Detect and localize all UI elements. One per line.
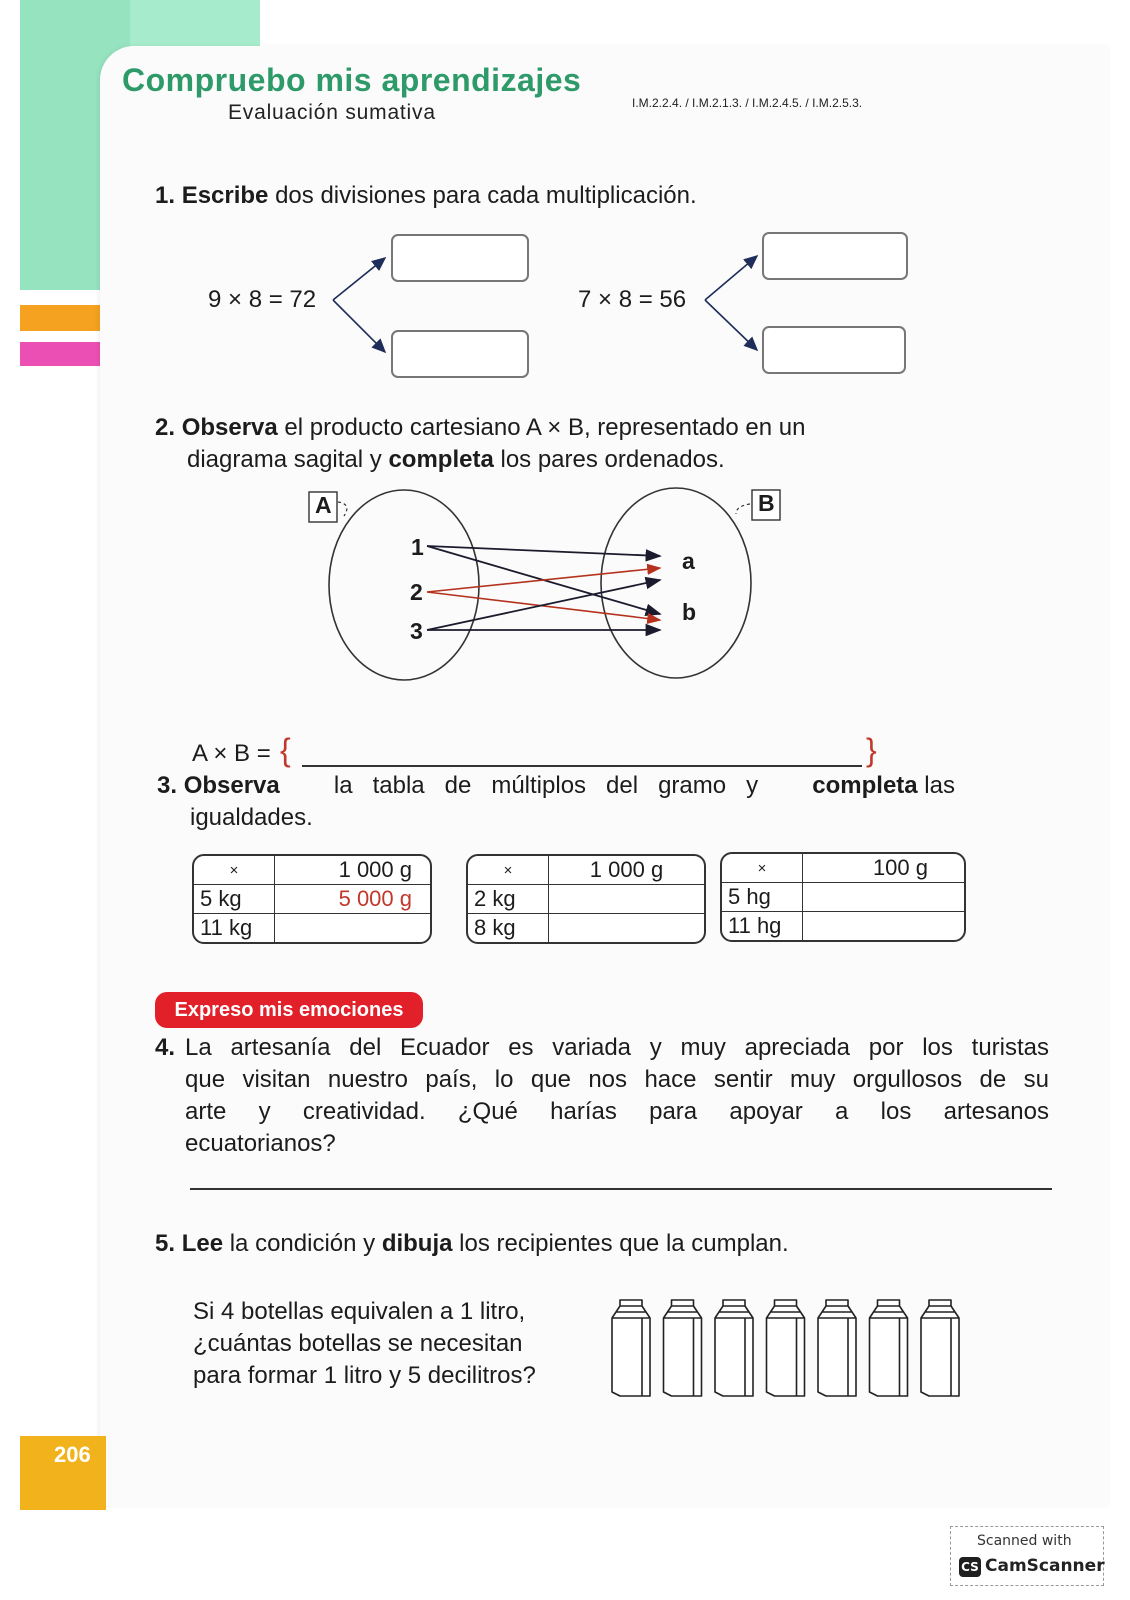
sagittal-diagram — [0, 0, 1130, 720]
set-b-label: B — [758, 490, 775, 516]
set-a-element-1: 1 — [411, 534, 424, 560]
page-number: 206 — [54, 1442, 91, 1467]
set-b-element-a: a — [682, 548, 695, 574]
table-3-header-times: × — [722, 854, 803, 883]
question-5-verb-dibuja: dibuja — [381, 1230, 453, 1257]
set-a-element-2: 2 — [410, 579, 423, 605]
set-a-label: A — [315, 492, 332, 518]
question-3-verb-observa: Observa — [183, 772, 280, 799]
multiples-table-1 — [192, 854, 432, 944]
section-title: Compruebo mis aprendizajes — [122, 62, 582, 98]
table-3-row-2-factor: 11 hg — [722, 912, 803, 940]
question-3-prompt — [157, 770, 957, 834]
table-2-row-2-answer[interactable] — [549, 914, 704, 942]
table-3-header-unit: 100 g — [803, 854, 964, 883]
camscanner-watermark — [950, 1526, 1104, 1586]
set-b-ellipse — [601, 488, 751, 678]
arrow-1-a — [427, 546, 660, 556]
table-1-header-unit: 1 000 g — [275, 856, 430, 885]
cartesian-product-label: A × B = — [192, 740, 271, 767]
set-a-element-3: 3 — [410, 618, 423, 644]
question-5-problem — [193, 1296, 536, 1392]
milk-carton-icon — [921, 1300, 959, 1396]
camscanner-logo-icon: CS — [959, 1557, 981, 1577]
table-3-row-2-answer[interactable] — [803, 912, 964, 940]
arrow-3-a — [427, 580, 660, 630]
question-4-number: 4. — [155, 1034, 176, 1061]
question-5-number: 5. — [155, 1230, 176, 1257]
table-2-row-2-factor: 8 kg — [468, 914, 549, 942]
milk-carton-icon — [870, 1300, 908, 1396]
section-subtitle: Evaluación sumativa — [228, 101, 436, 124]
table-3-row-1-factor: 5 hg — [722, 883, 803, 912]
question-5-verb-lee: Lee — [181, 1230, 224, 1257]
question-4-line-2: que visitan nuestro país, lo que nos hace sentir muy orgullosos de su — [185, 1066, 1049, 1093]
carton-row — [610, 1298, 990, 1408]
question-3-text-1: la tabla de múltiplos del gramo y — [333, 772, 759, 799]
table-1-row-2-answer[interactable] — [275, 914, 430, 942]
milk-carton-icon — [818, 1300, 856, 1396]
multiplication-1: 9 × 8 = 72 — [208, 286, 317, 313]
table-1-row-2-factor: 11 kg — [194, 914, 275, 942]
question-2-text-2b: los pares ordenados. — [493, 446, 725, 473]
scanner-line-1: Scanned with — [977, 1533, 1072, 1549]
question-3-number: 3. — [157, 772, 178, 799]
table-2-row-1-answer[interactable] — [549, 885, 704, 914]
set-b-element-b: b — [682, 599, 697, 625]
question-1-text: dos divisiones para cada multiplicación. — [268, 182, 697, 209]
emotions-banner: Expreso mis emociones — [155, 992, 423, 1028]
curriculum-indicators: I.M.2.2.4. / I.M.2.1.3. / I.M.2.4.5. / I.M.2.5.3. — [632, 96, 863, 110]
table-1-header-times: × — [194, 856, 275, 885]
multiplication-2: 7 × 8 = 56 — [578, 286, 687, 313]
table-2-row-1-factor: 2 kg — [468, 885, 549, 914]
set-a-ellipse — [329, 490, 479, 680]
milk-carton-icon — [612, 1300, 650, 1396]
question-1-number: 1. — [155, 182, 176, 209]
table-1-row-1-result: 5 000 g — [275, 885, 430, 914]
relation-arrows — [427, 546, 660, 630]
open-brace: { — [280, 732, 291, 768]
question-4-answer-line[interactable] — [190, 1188, 1052, 1190]
question-5-prompt — [155, 1228, 789, 1260]
question-4-line-4: ecuatorianos? — [185, 1130, 336, 1157]
milk-carton-icon — [715, 1300, 753, 1396]
problem-line-3: para formar 1 litro y 5 decilitros? — [193, 1362, 536, 1389]
multiples-table-2 — [466, 854, 706, 944]
question-3-text-1b: las — [917, 772, 955, 799]
table-1-row-1-factor: 5 kg — [194, 885, 275, 914]
table-3-row-1-answer[interactable] — [803, 883, 964, 912]
milk-carton-icon — [767, 1300, 805, 1396]
question-3-text-2: igualdades. — [190, 804, 313, 831]
question-2-verb-observa: Observa — [181, 414, 278, 441]
question-2-verb-completa: completa — [388, 446, 494, 473]
problem-line-2: ¿cuántas botellas se necesitan — [193, 1330, 523, 1357]
question-5-text-2: los recipientes que la cumplan. — [452, 1230, 789, 1257]
page-number-tab — [20, 1436, 106, 1510]
scanner-line-2: CamScanner — [985, 1556, 1105, 1576]
question-4-prompt — [155, 1032, 1055, 1160]
question-2-text-1: el producto cartesiano A × B, representado en un — [277, 414, 806, 441]
multiples-table-3 — [720, 852, 966, 942]
close-brace: } — [866, 732, 877, 768]
table-2-header-times: × — [468, 856, 549, 885]
problem-line-1: Si 4 botellas equivalen a 1 litro, — [193, 1298, 526, 1325]
question-4-line-1: La artesanía del Ecuador es variada y muy apreciada por los turistas — [185, 1034, 1049, 1061]
question-5-text-1: la condición y — [223, 1230, 382, 1257]
question-2-number: 2. — [155, 414, 176, 441]
cartesian-product-answer-line[interactable] — [302, 765, 862, 767]
question-1-verb: Escribe — [181, 182, 269, 209]
question-4-line-3: arte y creatividad. ¿Qué harías para apoyar a los artesanos — [185, 1098, 1049, 1125]
table-2-header-unit: 1 000 g — [549, 856, 704, 885]
question-3-verb-completa: completa — [812, 772, 918, 799]
milk-carton-icon — [664, 1300, 702, 1396]
arrow-2-b — [427, 592, 660, 620]
question-2-text-2a: diagrama sagital y — [187, 446, 389, 473]
